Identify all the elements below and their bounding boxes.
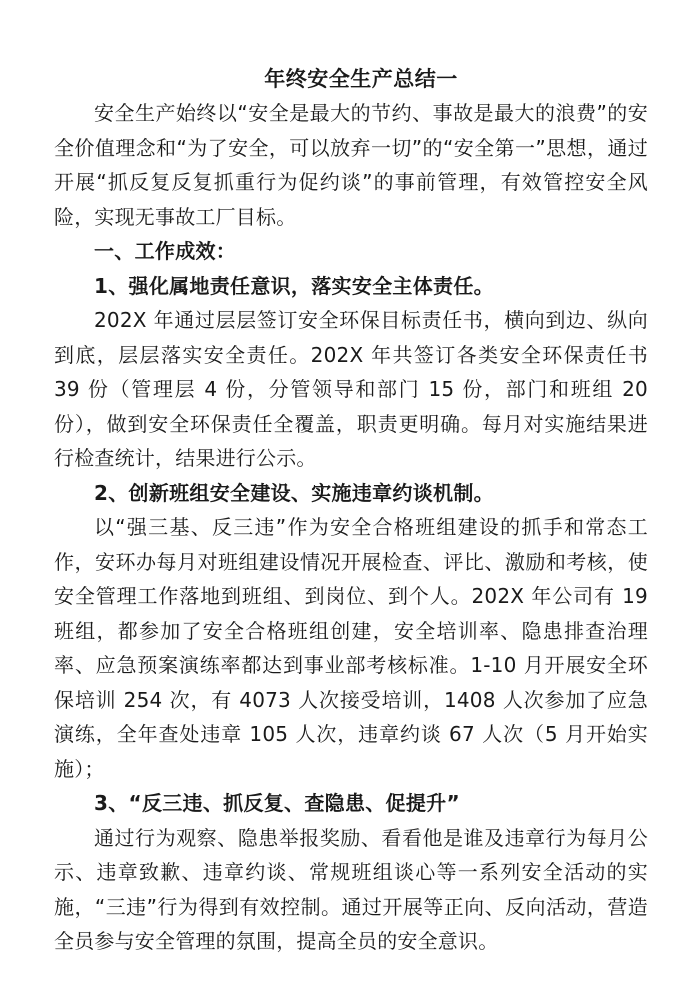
item-2-heading: 2、创新班组安全建设、实施违章约谈机制。	[94, 480, 494, 505]
item-3-heading: 3、“反三违、抓反复、查隐患、促提升”	[94, 791, 460, 815]
item-2-paragraph: 以“强三基、反三违”作为安全合格班组建设的抓手和常态工作，安环办每月对班组建设情况开展检查、评比、激励和考核，使安全管理工作落地到班组、到岗位、到个人。202X 年公司有 19 班组，都参加了安全合格班组创建，安全培训率、隐患排查治理率、应急预案演练率都达到事业部考核标准。1-10 月开展安全环保培训 254 次，有 4073 人次接受培训，1408 人次参加了应急演练，全年查处违章 105 人次，违章约谈 67 人次（5 月开始实施）；	[54, 515, 648, 781]
item-1-heading: 1、强化属地责任意识，落实安全主体责任。	[94, 273, 494, 298]
section-heading-achievements: 一、工作成效：	[94, 239, 237, 263]
document-title: 年终安全生产总结一	[264, 67, 458, 91]
item-1-paragraph: 202X 年通过层层签订安全环保目标责任书，横向到边、纵向到底，层层落实安全责任。202X 年共签订各类安全环保责任书 39 份（管理层 4 份，分管领导和部门 15 份，部门和班组 20 份），做到安全环保责任全覆盖，职责更明确。每月对实施结果进行检查统计，结果进行公示。	[54, 308, 648, 470]
intro-paragraph: 安全生产始终以“安全是最大的节约、事故是最大的浪费”的安全价值理念和“为了安全，可以放弃一切”的“安全第一”思想，通过开展“抓反复反复抓重行为促约谈”的事前管理，有效管控安全风险，实现无事故工厂目标。	[54, 101, 648, 229]
item-3-paragraph: 通过行为观察、隐患举报奖励、看看他是谁及违章行为每月公示、违章致歉、违章约谈、常规班组谈心等一系列安全活动的实施，“三违”行为得到有效控制。通过开展等正向、反向活动，营造全员参与安全管理的氛围，提高全员的安全意识。	[54, 825, 648, 953]
